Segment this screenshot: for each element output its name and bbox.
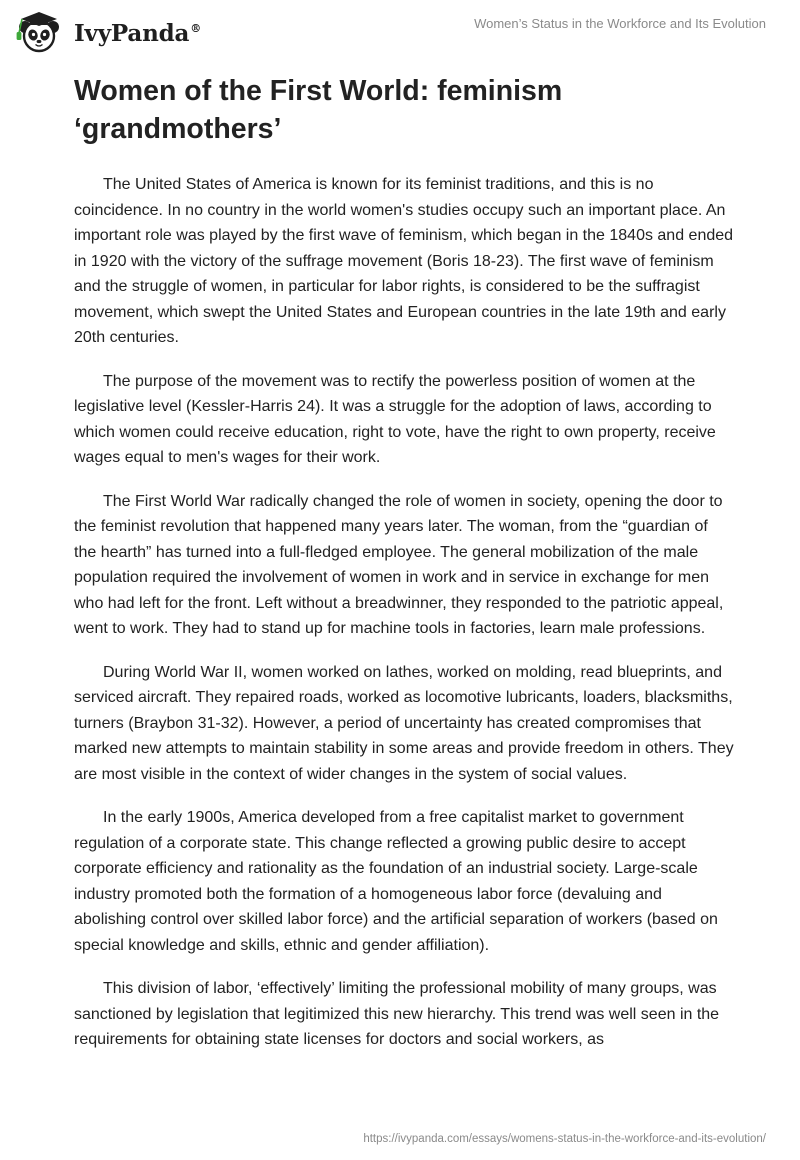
page-title: Women of the First World: feminism ‘grandmothers’ xyxy=(74,75,563,145)
paragraph-2: The purpose of the movement was to rectify the powerless position of women at the legislative level (Kessler-Harris 24). It was a struggle for the adoption of laws, according to which women could receive education, right to vote, have the right to own property, receive wages equal to men's wages for their work. xyxy=(74,372,716,466)
page-header xyxy=(0,0,800,64)
registered-mark: ® xyxy=(190,21,201,35)
paragraph-1: The United States of America is known for its feminist traditions, and this is no coincidence. In no country in the world women's studies occupy such an important place. An important role was played by the first wave of feminism, which began in the 1840s and ended in 1920 with the victory of the suffrage movement (Boris 18-23). The first wave of feminism and the struggle of women, in particular for labor rights, is considered to be the suffragist movement, which swept the United States and European countries in the late 19th and early 20th centuries. xyxy=(74,176,734,346)
document-header-title: Women’s Status in the Workforce and Its Evolution xyxy=(474,16,766,31)
panda-graduate-icon xyxy=(14,9,66,55)
paragraph-6: This division of labor, ‘effectively’ limiting the professional mobility of many groups, was sanctioned by legislation that legitimized this new hierarchy. This trend was well seen in the requirements for obtaining state licenses for doctors and social workers, as xyxy=(74,980,720,1048)
source-url-link[interactable]: https://ivypanda.com/essays/womens-status-in-the-workforce-and-its-evolution/ xyxy=(363,1133,766,1145)
essay-body xyxy=(74,172,734,1071)
paragraph-5: In the early 1900s, America developed from a free capitalist market to government regulation of a corporate state. This change reflected a growing public desire to accept corporate efficiency and rationality as the foundation of an industrial society. Large-scale industry promoted both the formation of a homogeneous labor force (devaluing and abolishing control over skilled labor force) and the artificial separation of workers (based on special knowledge and skills, ethnic and gender affiliation). xyxy=(74,809,718,954)
paragraph-4: During World War II, women worked on lathes, worked on molding, read blueprints, and serviced aircraft. They repaired roads, worked as locomotive lubricants, loaders, blacksmiths, turners (Braybon 31-32). However, a period of uncertainty has created compromises that marked new attempts to maintain stability in some areas and provide freedom in others. They are most visible in the context of wider changes in the system of social values. xyxy=(74,663,734,783)
paragraph-3: The First World War radically changed the role of women in society, opening the door to the feminist revolution that happened many years later. The woman, from the “guardian of the hearth” has turned into a full-fledged employee. The general mobilization of the male population required the involvement of women in work and in service in exchange for men who had left for the front. Left without a breadwinner, they responded to the patriotic appeal, went to work. They had to stand up for machine tools in factories, learn male professions. xyxy=(74,492,724,637)
logo-wordmark: IvyPanda® xyxy=(74,19,201,47)
ivypanda-logo[interactable] xyxy=(14,9,201,55)
